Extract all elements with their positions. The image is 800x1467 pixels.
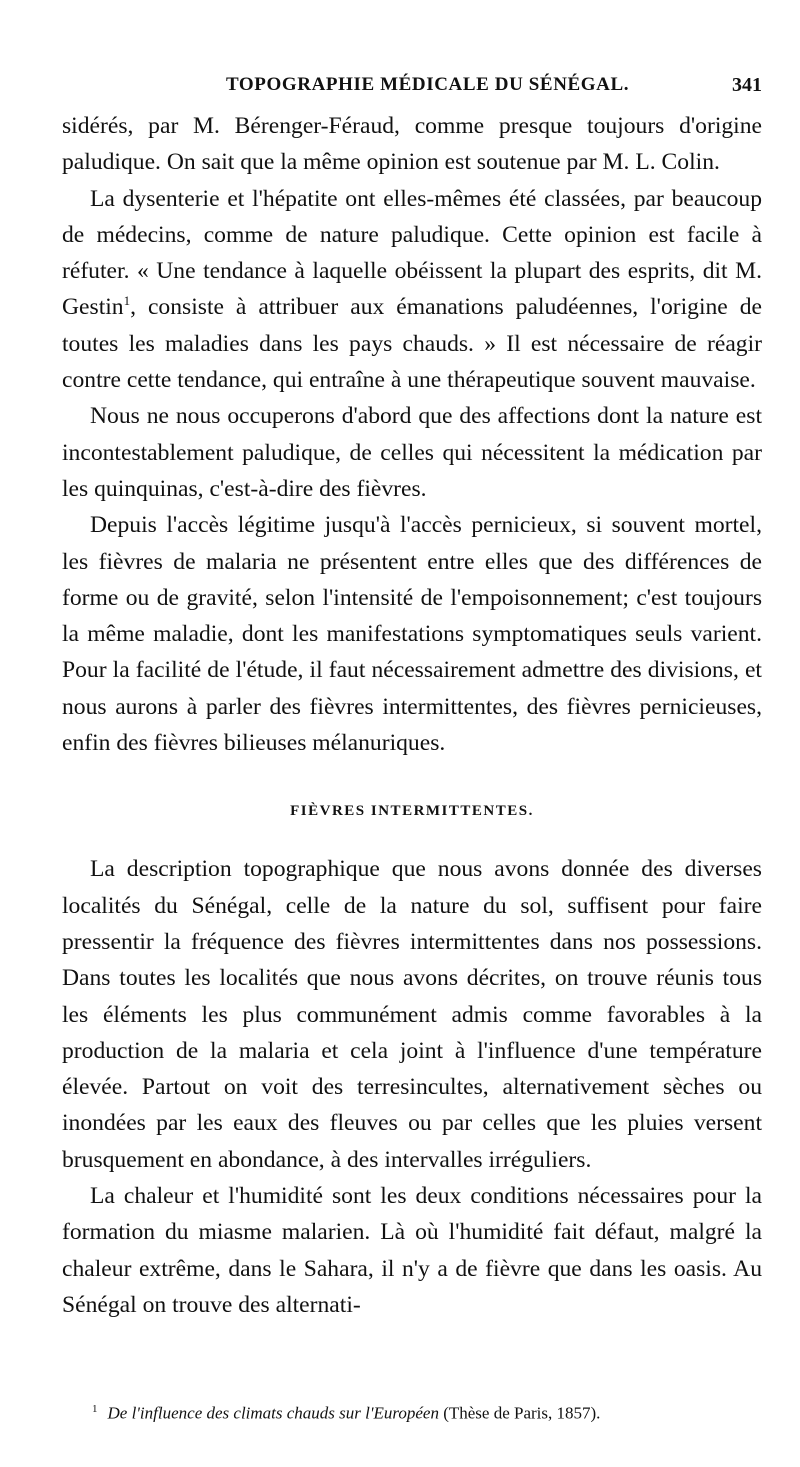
- footnote-reference[interactable]: 1: [123, 293, 131, 309]
- footnote-mark: 1: [92, 1403, 98, 1415]
- footnote-source: (Thèse de Paris, 1857).: [443, 1403, 601, 1423]
- page-number: 341: [732, 74, 762, 96]
- footnote: [92, 1398, 772, 1425]
- paragraph-continuation: sidérés, par M. Bérenger-Féraud, comme presque toujours d'origine paludique. On sait que la même opinion est soutenue par M. L. Colin.: [62, 113, 762, 176]
- footnote-title: De l'influence des climats chauds sur l'Européen: [107, 1403, 439, 1423]
- paragraph-text: , consiste à attribuer aux émanations paludéennes, l'origine de toutes les maladies dans les pays chauds. » Il est nécessaire de réagir contre cette tendance, qui entraîne à une thérapeutique souvent mauvaise.: [62, 294, 762, 394]
- running-title: TOPOGRAPHIE MÉDICALE DU SÉNÉGAL.: [226, 74, 630, 95]
- paragraph-heat-humidity: La chaleur et l'humidité sont les deux conditions nécessaires pour la formation du miasme malarien. Là où l'humidité fait défaut, malgré la chaleur extrême, dans le Sahara, il n'y a de fièvre que dans les oasis. Au Sénégal on trouve des alternati-: [62, 1183, 762, 1318]
- running-head: [0, 74, 800, 100]
- paragraph-fevers: Depuis l'accès légitime jusqu'à l'accès pernicieux, si souvent mortel, les fièvres de malaria ne présentent entre elles que des différences de forme ou de gravité, selon l'intensité de l'empoisonnement; c'est toujours la même maladie, dont les manifestations symptomatiques seuls varient. Pour la facilité de l'étude, il faut nécessairement admettre des divisions, et nous aurons à parler des fièvres intermittentes, des fièvres pernicieuses, enfin des fièvres bilieuses mélanuriques.: [62, 512, 762, 757]
- body-text: [62, 108, 762, 1323]
- paragraph-dysentery: [62, 181, 762, 399]
- paragraph-text: La dysenterie et l'hépatite ont elles-mêmes été classées, par beaucoup de médecins, comme de nature paludique. Cette opinion est facile à réfuter. « Une tendance à laquelle obéissent la plupart des esprits, dit M. Gestin: [62, 185, 762, 321]
- section-heading: FIÈVRES INTERMITTENTES.: [290, 803, 534, 820]
- paragraph-topography: La description topographique que nous avons donnée des diverses localités du Sénégal, celle de la nature du sol, suffisent pour faire pressentir la fréquence des fièvres intermittentes dans nos possessions. Dans toutes les localités que nous avons décrites, on trouve réunis tous les éléments les plus communément admis comme favorables à la production de la malaria et cela joint à l'influence d'une température élevée. Partout on voit des terresincultes, alternativement sèches ou inondées par les eaux des fleuves ou par celles que les pluies versent brusquement en abondance, à des intervalles irréguliers.: [62, 856, 762, 1173]
- paragraph-affections: Nous ne nous occuperons d'abord que des affections dont la nature est incontestablement paludique, de celles qui nécessitent la médication par les quinquinas, c'est-à-dire des fièvres.: [62, 403, 762, 502]
